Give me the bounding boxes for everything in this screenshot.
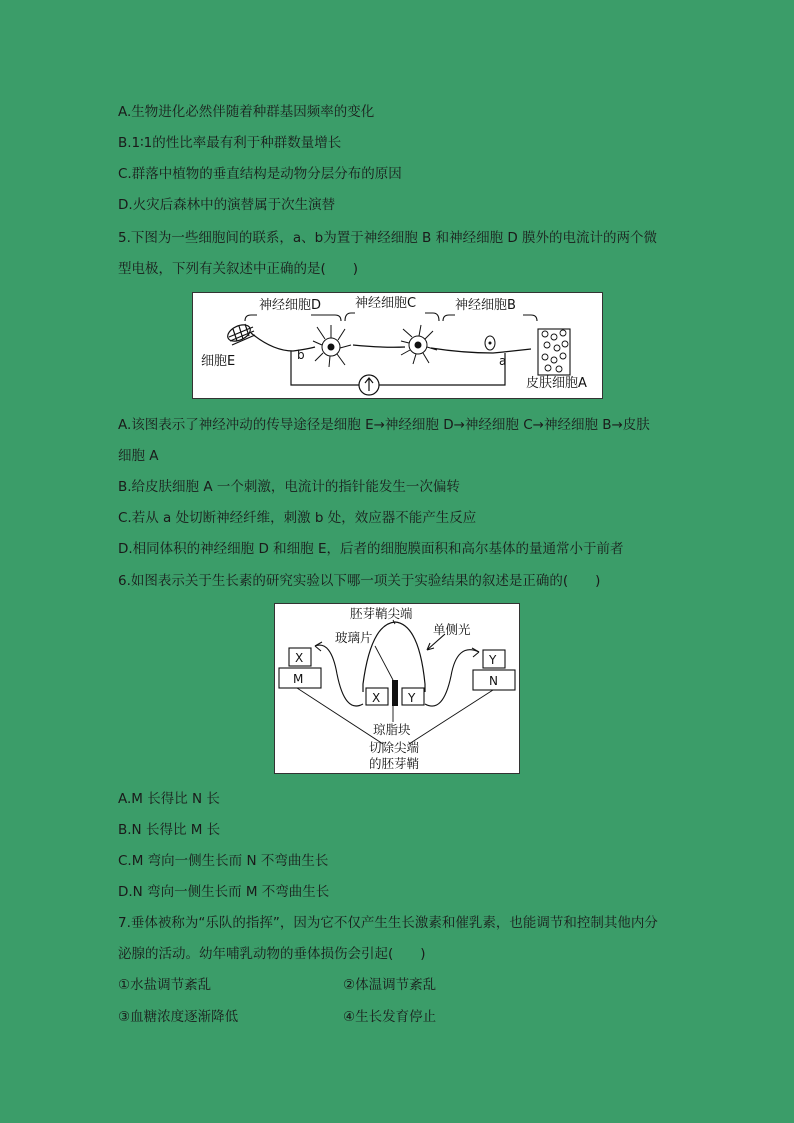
electrode-a-label: a — [499, 354, 507, 368]
agar-x-label: X — [372, 691, 381, 705]
nerve-cell-figure — [192, 292, 603, 399]
label-skin-cell-a: 皮肤细胞A — [526, 376, 587, 391]
left-x-label: X — [295, 651, 304, 665]
agar-y-label: Y — [408, 691, 416, 705]
agar-label: 琼脂块 — [373, 722, 411, 737]
q4-option-c: C.群落中植物的垂直结构是动物分层分布的原因 — [118, 166, 402, 182]
label-neuron-d: 神经细胞D — [259, 298, 322, 313]
label-neuron-b: 神经细胞B — [455, 298, 516, 313]
coleoptile-figure — [274, 603, 520, 774]
muscle-cell-e — [225, 322, 255, 345]
q6-option-d: D.N 弯向一侧生长而 M 不弯曲生长 — [118, 884, 330, 900]
neuron-c — [401, 325, 437, 364]
q6-option-c: C.M 弯向一侧生长而 N 不弯曲生长 — [118, 853, 329, 869]
cut-label-line2: 的胚芽鞘 — [369, 756, 420, 771]
glass-label: 玻璃片 — [335, 630, 373, 645]
glass-plate — [392, 680, 398, 706]
neuron-d — [313, 325, 351, 367]
q7-choice-3: ③血糖浓度逐渐降低 — [118, 1009, 239, 1025]
galvanometer-circuit — [291, 351, 505, 395]
q5-option-a-line1: A.该图表示了神经冲动的传导途径是细胞 E→神经细胞 D→神经细胞 C→神经细胞 B→皮肤 — [118, 417, 650, 433]
label-cell-e: 细胞E — [201, 354, 236, 369]
q4-option-b: B.1∶1的性比率最有利于种群数量增长 — [118, 135, 342, 151]
skin-cell-a — [538, 329, 570, 375]
braces — [245, 313, 537, 321]
q5-option-d: D.相同体积的神经细胞 D 和细胞 E，后者的细胞膜面积和高尔基体的量通常小于前者 — [118, 541, 624, 557]
q6-option-a: A.M 长得比 N 长 — [118, 791, 220, 807]
q6-stem: 6.如图表示关于生长素的研究实验以下哪一项关于实验结果的叙述是正确的( ) — [118, 573, 601, 589]
light-label: 单侧光 — [433, 622, 471, 637]
q7-choice-4: ④生长发育停止 — [343, 1009, 437, 1025]
q7-choice-1: ①水盐调节紊乱 — [118, 977, 212, 993]
electrode-b-label: b — [297, 348, 305, 362]
cut-label-line1: 切除尖端 — [369, 740, 420, 755]
q7-stem-line1: 7.垂体被称为“乐队的指挥”，因为它不仅产生生长激素和催乳素，也能调节和控制其他内分 — [118, 915, 658, 931]
q5-option-b: B.给皮肤细胞 A 一个刺激，电流计的指针能发生一次偏转 — [118, 479, 460, 495]
q4-option-a: A.生物进化必然伴随着种群基因频率的变化 — [118, 104, 375, 120]
q7-stem-line2: 泌腺的活动。幼年哺乳动物的垂体损伤会引起( ) — [118, 946, 426, 962]
q4-option-d: D.火灾后森林中的演替属于次生演替 — [118, 197, 336, 213]
q5-stem-line2: 型电极，下列有关叙述中正确的是( ) — [118, 261, 359, 277]
tip-label: 胚芽鞘尖端 — [350, 606, 413, 621]
right-y-label: Y — [489, 653, 497, 667]
m-label: M — [293, 672, 304, 686]
q5-stem-line1: 5.下图为一些细胞间的联系，a、b为置于神经细胞 B 和神经细胞 D 膜外的电流计的两个微 — [118, 230, 658, 246]
label-neuron-c: 神经细胞C — [355, 296, 417, 311]
q6-option-b: B.N 长得比 M 长 — [118, 822, 221, 838]
q7-choice-2: ②体温调节紊乱 — [343, 977, 437, 993]
n-label: N — [489, 674, 498, 688]
q5-option-a-line2: 细胞 A — [118, 448, 159, 464]
neuron-b-nucleus — [489, 342, 492, 345]
q5-option-c: C.若从 a 处切断神经纤维，刺激 b 处，效应器不能产生反应 — [118, 510, 477, 526]
